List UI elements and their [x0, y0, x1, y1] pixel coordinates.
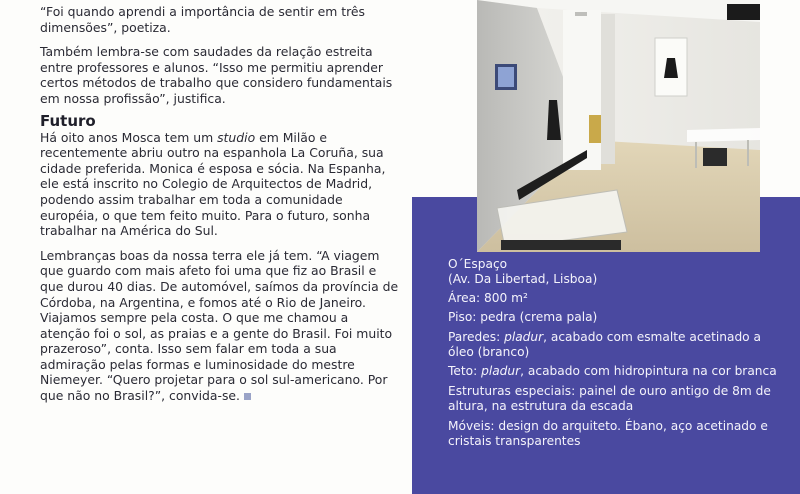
info-address: (Av. Da Libertad, Lisboa)	[448, 272, 598, 287]
quote-paragraph: “Foi quando aprendi a importância de sentir em três dimensões”, poetiza.	[40, 4, 365, 35]
info-title: O´Espaço	[448, 257, 508, 271]
article-column	[40, 4, 402, 404]
studio-word: studio	[217, 129, 256, 145]
walls-label: Paredes:	[448, 329, 505, 344]
info-details	[448, 257, 778, 449]
future-text-a: Há oito anos Mosca tem um	[40, 129, 218, 145]
walls-rest: , acabado com esmalte acetinado a óleo (branco)	[448, 329, 761, 360]
ceiling-label: Teto:	[448, 364, 482, 379]
walls-material: pladur	[504, 329, 544, 344]
section-heading: Futuro	[40, 111, 96, 130]
ceiling-material: pladur	[481, 364, 521, 379]
store-interior-photo	[477, 0, 760, 252]
future-paragraph	[40, 130, 402, 239]
info-furniture: Móveis: design do arquiteto. Ébano, aço acetinado e cristais transparentes	[448, 418, 768, 449]
info-walls	[448, 330, 778, 361]
info-area: Área: 800 m²	[448, 290, 528, 305]
memories-text: Lembranças boas da nossa terra ele já tem. “A viagem que guardo com mais afeto foi uma que fiz ao Brasil e que durou 40 dias. De automóvel, saímos da província de Córdoba, na Argentina, e fomos até o Rio de Janeiro. Viajamos sempre pela costa. O que me chamou a atenção foi o sol, as praias e a gente do Brasil. Foi muito prazeroso”, conta. Isso sem falar em toda a sua admiração pelas formas e luminosidade do mestre Niemeyer. “Quero projetar para o sol sul-americano. Por que não no Brasil?”, convida-se.	[40, 247, 399, 404]
info-structures: Estruturas especiais: painel de ouro antigo de 8m de altura, na estrutura da escada	[448, 383, 771, 414]
info-floor: Piso: pedra (crema pala)	[448, 310, 598, 325]
end-mark-icon	[244, 393, 251, 400]
info-ceiling	[448, 364, 778, 379]
professors-paragraph: Também lembra-se com saudades da relação estreita entre professores e alunos. “Isso me permitiu aprender certos métodos de trabalho que considero fundamentais em nossa profissão”, justifica.	[40, 44, 393, 106]
future-text-b: em Milão e recentemente abriu outro na espanhola La Coruña, sua cidade preferida. Monica é esposa e sócia. Na Espanha, ele está inscrito no Colegio de Arquitectos de Madrid, podendo assim trabalhar em toda a comunidade européia, o que tem feito muito. Para o futuro, sonha trabalhar na América do Sul.	[40, 129, 386, 239]
memories-paragraph	[40, 248, 402, 404]
ceiling-rest: , acabado com hidropintura na cor branca	[520, 364, 777, 379]
store-interior-image	[477, 0, 760, 252]
